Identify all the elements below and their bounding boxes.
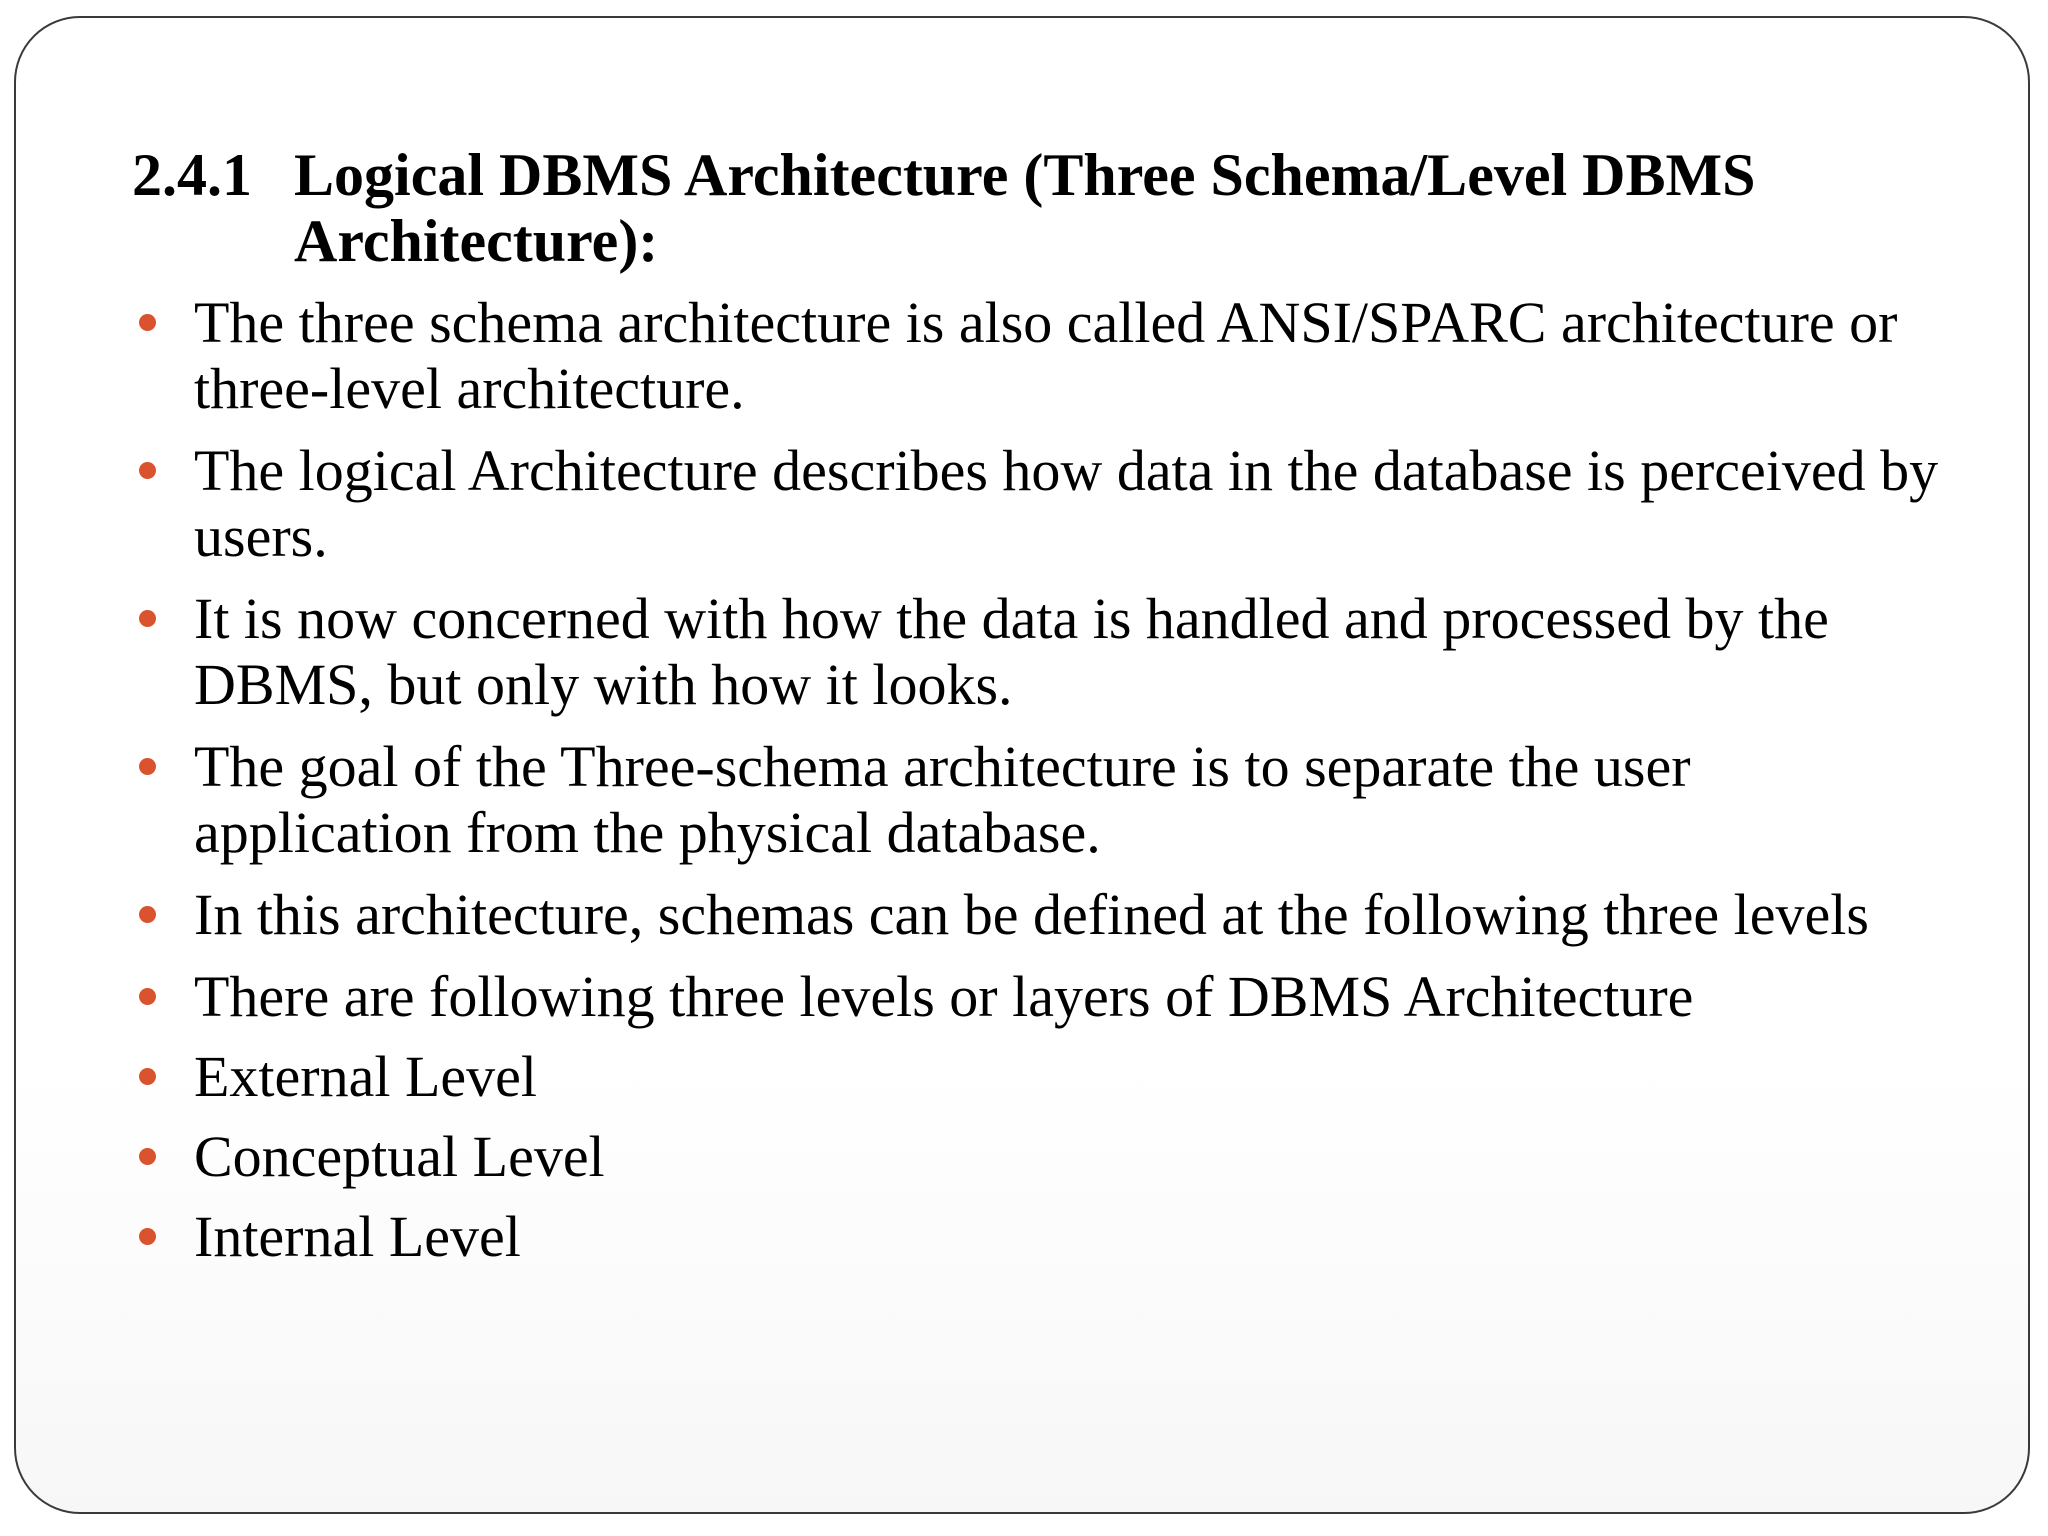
- bullet-item: [132, 586, 1952, 718]
- bullet-dot-icon: [139, 758, 156, 775]
- bullet-item: [132, 882, 1952, 948]
- bullet-text: There are following three levels or layers of DBMS Architecture: [194, 964, 1694, 1029]
- bullet-item: [132, 1044, 1952, 1110]
- bullet-text: In this architecture, schemas can be defined at the following three levels: [194, 882, 1869, 947]
- bullet-dot-icon: [139, 988, 156, 1005]
- bullet-text: Internal Level: [194, 1204, 521, 1269]
- heading-title: Logical DBMS Architecture (Three Schema/Level DBMS Architecture):: [294, 142, 1756, 274]
- bullet-item: [132, 290, 1952, 422]
- bullet-item: [132, 734, 1952, 866]
- bullet-text: It is now concerned with how the data is handled and processed by the DBMS, but only with how it looks.: [194, 586, 1829, 717]
- slide-content: [132, 142, 1952, 1284]
- bullet-dot-icon: [139, 1068, 156, 1085]
- bullet-item: [132, 1124, 1952, 1190]
- bullet-dot-icon: [139, 1228, 156, 1245]
- bullet-item: [132, 1204, 1952, 1270]
- bullet-dot-icon: [139, 314, 156, 331]
- bullet-item: [132, 964, 1952, 1030]
- bullet-text: The goal of the Three-schema architecture is to separate the user application from the physical database.: [194, 734, 1691, 865]
- bullet-dot-icon: [139, 906, 156, 923]
- heading-number: 2.4.1: [132, 142, 252, 208]
- bullet-dot-icon: [139, 1148, 156, 1165]
- bullet-text: The logical Architecture describes how data in the database is perceived by users.: [194, 438, 1939, 569]
- bullet-dot-icon: [139, 462, 156, 479]
- bullet-dot-icon: [139, 610, 156, 627]
- bullet-list: [132, 290, 1952, 1270]
- bullet-item: [132, 438, 1952, 570]
- bullet-text: The three schema architecture is also called ANSI/SPARC architecture or three-level architecture.: [194, 290, 1898, 421]
- bullet-text: Conceptual Level: [194, 1124, 605, 1189]
- bullet-text: External Level: [194, 1044, 537, 1109]
- slide-heading: [132, 142, 1952, 274]
